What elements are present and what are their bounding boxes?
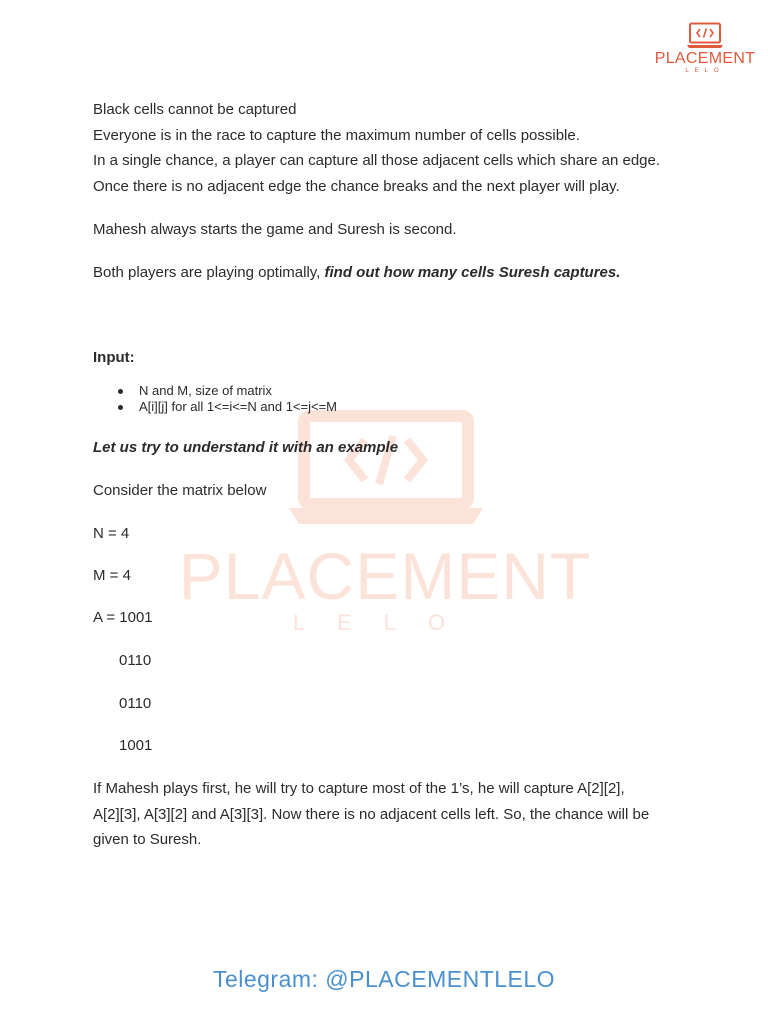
rules-paragraph (93, 97, 660, 200)
rule-line: In a single chance, a player can capture all those adjacent cells which share an edge. (93, 152, 661, 170)
logo-title: PLACEMENT (654, 50, 756, 67)
n-value: N = 4 (93, 525, 130, 542)
explanation-line: given to Suresh. (93, 831, 202, 849)
question-emphasis: find out how many cells Suresh captures. (324, 264, 621, 281)
explanation-line: A[2][3], A[3][2] and A[3][3]. Now there is no adjacent cells left. So, the chance will be (93, 805, 650, 823)
explanation-paragraph (93, 776, 649, 853)
question-prefix: Both players are playing optimally, (93, 264, 325, 281)
bullet-icon (118, 405, 123, 410)
start-note: Mahesh always starts the game and Suresh is second. (93, 221, 457, 238)
list-item: N and M, size of matrix (118, 383, 337, 399)
watermark-title: PLACEMENT (178, 539, 592, 613)
example-intro: Consider the matrix below (93, 482, 267, 499)
matrix-row: 1001 (119, 737, 153, 754)
rule-line: Once there is no adjacent edge the chance breaks and the next player will play. (93, 178, 620, 196)
telegram-link[interactable]: Telegram: @PLACEMENTLELO (212, 966, 556, 992)
bullet-icon (118, 389, 123, 394)
example-heading: Let us try to understand it with an example (93, 439, 399, 456)
header-logo (654, 22, 756, 78)
input-list (118, 383, 337, 414)
matrix-row: 0110 (119, 695, 152, 712)
input-heading: Input: (93, 349, 135, 366)
list-item: A[i][j] for all 1<=i<=N and 1<=j<=M (118, 399, 337, 415)
logo-subtitle: LELO (685, 68, 725, 74)
rule-line: Black cells cannot be captured (93, 101, 297, 118)
laptop-code-icon (287, 410, 485, 528)
m-value: M = 4 (93, 567, 131, 584)
matrix-row: 0110 (119, 652, 152, 669)
question (93, 263, 620, 283)
rule-line: Everyone is in the race to capture the maximum number of cells possible. (93, 126, 580, 144)
explanation-line: If Mahesh plays first, he will try to capture most of the 1’s, he will capture A[2][2], (93, 780, 625, 797)
matrix-first-row: A = 1001 (93, 609, 153, 626)
watermark-subtitle: LELO (292, 610, 478, 635)
laptop-code-icon (686, 22, 724, 50)
